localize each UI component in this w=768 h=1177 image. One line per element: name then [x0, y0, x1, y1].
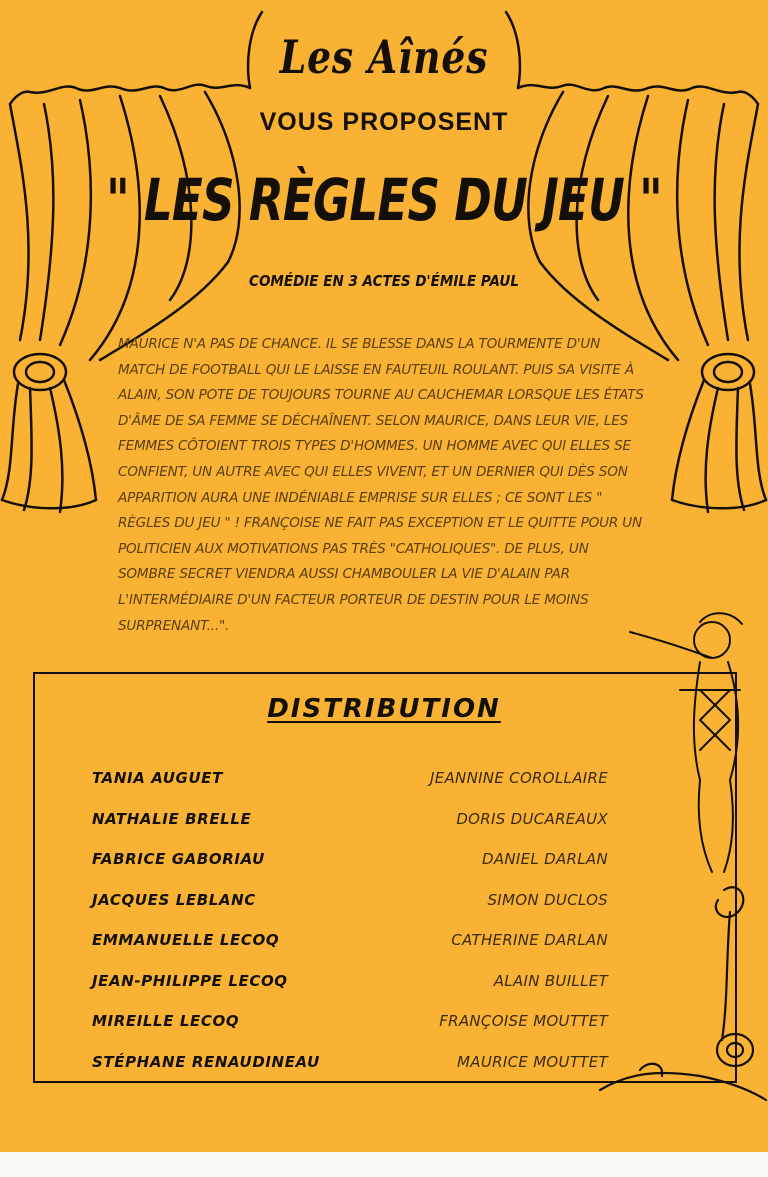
troupe-name: Les Aînés [279, 30, 489, 84]
proposal-line: VOUS PROPOSENT [259, 108, 509, 136]
role-name: MAURICE MOUTTET [457, 1052, 608, 1071]
actor-name: NATHALIE BRELLE [92, 809, 252, 828]
role-name: FRANÇOISE MOUTTET [439, 1012, 608, 1031]
cast-row [92, 880, 608, 921]
role-name: DORIS DUCAREAUX [456, 809, 608, 828]
actor-name: TANIA AUGUET [92, 769, 223, 788]
cast-row [92, 1042, 608, 1083]
actor-name: JACQUES LEBLANC [92, 890, 256, 909]
role-name: CATHERINE DARLAN [451, 931, 608, 950]
actor-name: STÉPHANE RENAUDINEAU [92, 1052, 320, 1071]
cast-row [92, 920, 608, 961]
cast-row [92, 758, 608, 799]
cast-row [92, 1001, 608, 1042]
synopsis-text: MAURICE N'A PAS DE CHANCE. IL SE BLESSE DANS LA TOURMENTE D'UN MATCH DE FOOTBALL QUI LE LAISSE EN FAUTEUIL ROULANT. PUIS SA VISITE À ALAIN, SON POTE DE TOUJOURS TOURNE AU CAUCHEMAR LORSQUE LES ÉTATS D'ÂME DE SA FEMME SE DÉCHAÎNENT. SELON MAURICE, DANS LEUR VIE, LES FEMMES CÔTOIENT TROIS TYPES D'HOMMES. UN HOMME AVEC QUI ELLES SE CONFIENT, UN AUTRE AVEC QUI ELLES VIVENT, ET UN DERNIER QUI DÈS SON APPARITION AURA UNE INDÉNIABLE EMPRISE SUR ELLES ; CE SONT LES " RÈGLES DU JEU " ! FRANÇOISE NE FAIT PAS EXCEPTION ET LE QUITTE POUR UN POLITICIEN AUX MOTIVATIONS PAS TRÈS "CATHOLIQUES". DE PLUS, UN SOMBRE SECRET VIENDRA AUSSI CHAMBOULER LA VIE D'ALAIN PAR L'INTERMÉDIAIRE D'UN FACTEUR PORTEUR DE DESTIN POUR LE MOINS SURPRENANT...". [118, 336, 644, 634]
actor-name: FABRICE GABORIAU [92, 850, 265, 869]
cast-row [92, 961, 608, 1002]
play-title: " LES RÈGLES DU JEU " [106, 166, 662, 234]
role-name: SIMON DUCLOS [487, 890, 608, 909]
actor-name: EMMANUELLE LECOQ [92, 931, 280, 950]
cast-row [92, 839, 608, 880]
play-subtitle: COMÉDIE EN 3 ACTES D'ÉMILE PAUL [249, 272, 519, 290]
cast-row [92, 799, 608, 840]
role-name: DANIEL DARLAN [481, 850, 608, 869]
actor-name: JEAN-PHILIPPE LECOQ [92, 971, 288, 990]
distribution-heading: DISTRIBUTION [267, 694, 501, 724]
role-name: JEANNINE COROLLAIRE [429, 769, 608, 788]
actor-name: MIREILLE LECOQ [92, 1012, 240, 1031]
page-margin [0, 1152, 768, 1177]
role-name: ALAIN BUILLET [493, 971, 608, 990]
cast-list [92, 758, 608, 1082]
